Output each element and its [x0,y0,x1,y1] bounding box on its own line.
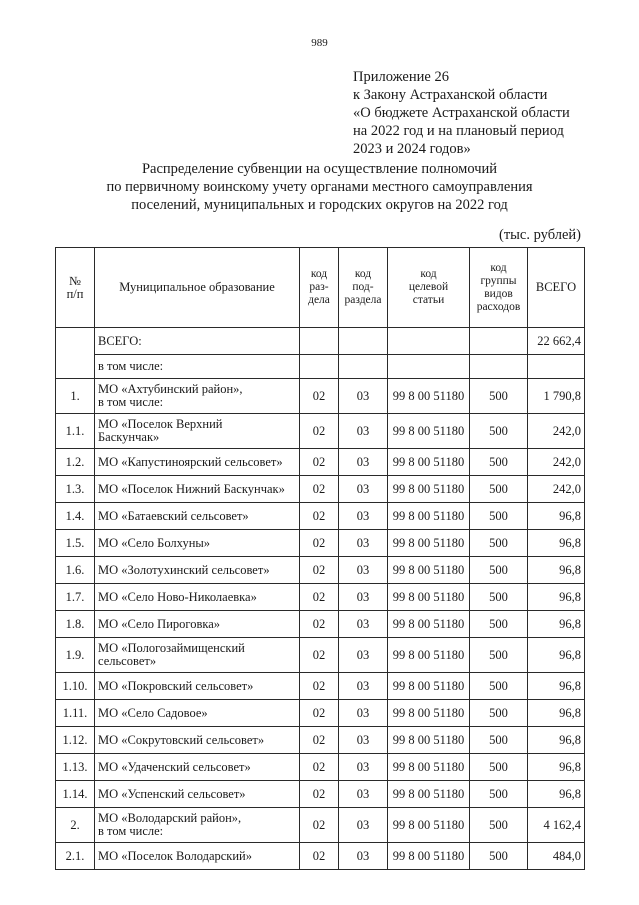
header-target: код целевой статьи [388,248,470,328]
table-cell-num: 1.12. [56,727,95,754]
total-value: 22 662,4 [528,328,585,355]
table-row [56,843,585,870]
table-cell-total: 242,0 [528,449,585,476]
appendix-line: Приложение 26 [353,69,449,85]
table-row [56,781,585,808]
table-cell-name: МО «Успенский сельсовет» [95,781,300,808]
table-cell-total: 96,8 [528,781,585,808]
table-cell-subsection: 03 [339,808,388,843]
table-cell-section: 02 [300,557,339,584]
table-cell-num: 2. [56,808,95,843]
table-cell-name: МО «Поселок Нижний Баскунчак» [95,476,300,503]
table-cell-expense: 500 [470,503,528,530]
table-cell-target: 99 8 00 51180 [388,781,470,808]
table-cell-expense: 500 [470,781,528,808]
subvention-table [55,247,585,870]
table-cell-num: 1.9. [56,638,95,673]
total-row [56,328,585,355]
table-cell-expense: 500 [470,700,528,727]
page-number: 989 [311,37,328,49]
table-cell-target: 99 8 00 51180 [388,638,470,673]
table-row [56,379,585,414]
table-cell-target: 99 8 00 51180 [388,808,470,843]
title-line: поселений, муниципальных и городских округов на 2022 год [131,197,508,213]
table-cell-section: 02 [300,611,339,638]
table-cell-expense: 500 [470,414,528,449]
table-cell-expense: 500 [470,449,528,476]
table-cell-target: 99 8 00 51180 [388,530,470,557]
table-cell-target: 99 8 00 51180 [388,673,470,700]
title-line: Распределение субвенции на осуществление полномочий [141,161,498,177]
table-cell-total: 96,8 [528,584,585,611]
table-cell-total: 96,8 [528,673,585,700]
table-cell-name: МО «Поселок Володарский» [95,843,300,870]
table-cell-subsection: 03 [339,611,388,638]
table-cell-expense: 500 [470,476,528,503]
table-cell-total: 96,8 [528,638,585,673]
table-cell-name: МО «Село Ново-Николаевка» [95,584,300,611]
table-cell-subsection: 03 [339,754,388,781]
table-cell-total: 242,0 [528,476,585,503]
table-cell-subsection: 03 [339,584,388,611]
table-cell-section: 02 [300,843,339,870]
table-header-row [56,248,585,328]
table-cell-target: 99 8 00 51180 [388,754,470,781]
table-cell-target: 99 8 00 51180 [388,584,470,611]
table-row [56,584,585,611]
table-cell-num [56,328,95,379]
table-cell-section: 02 [300,414,339,449]
table-cell-section: 02 [300,530,339,557]
title-line: по первичному воинскому учету органами местного самоуправления [106,179,533,195]
table-cell-target: 99 8 00 51180 [388,379,470,414]
total-label: ВСЕГО: [95,328,300,355]
table-cell-num: 1.5. [56,530,95,557]
table-cell-name: МО «Село Пироговка» [95,611,300,638]
table-cell-name: МО «Капустиноярский сельсовет» [95,449,300,476]
table-cell-total: 96,8 [528,700,585,727]
table-cell-name: МО «Батаевский сельсовет» [95,503,300,530]
header-expense: код группы видов расходов [470,248,528,328]
table-cell-subsection: 03 [339,781,388,808]
table-cell-section: 02 [300,503,339,530]
appendix-line: «О бюджете Астраханской области [353,105,570,121]
table-cell-subsection: 03 [339,727,388,754]
table-row [56,700,585,727]
appendix-line: к Закону Астраханской области [353,87,548,103]
table-row [56,808,585,843]
table-cell-total: 484,0 [528,843,585,870]
table-cell-target: 99 8 00 51180 [388,611,470,638]
table-cell-total: 96,8 [528,530,585,557]
table-cell-expense: 500 [470,754,528,781]
table-cell-section: 02 [300,584,339,611]
table-cell-section: 02 [300,808,339,843]
table-cell-name: МО «Село Садовое» [95,700,300,727]
table-cell-section: 02 [300,727,339,754]
document-title [0,160,639,214]
table-cell-num: 1.3. [56,476,95,503]
table-cell-total: 1 790,8 [528,379,585,414]
table-cell-target: 99 8 00 51180 [388,727,470,754]
table-cell-section: 02 [300,449,339,476]
table-cell-section: 02 [300,754,339,781]
appendix-line: на 2022 год и на плановый период [353,123,564,139]
table-cell-section: 02 [300,781,339,808]
table-cell-section: 02 [300,700,339,727]
table-cell-expense: 500 [470,530,528,557]
table-cell-target: 99 8 00 51180 [388,414,470,449]
table-row [56,414,585,449]
appendix-heading [353,68,570,158]
table-cell-subsection: 03 [339,638,388,673]
table-cell-name: МО «Покровский сельсовет» [95,673,300,700]
table-row [56,503,585,530]
table-cell-expense: 500 [470,557,528,584]
header-num: № п/п [56,248,95,328]
including-label: в том числе: [95,355,300,379]
table-cell-expense: 500 [470,584,528,611]
table-cell-total: 96,8 [528,557,585,584]
table-cell-target: 99 8 00 51180 [388,700,470,727]
table-cell-total: 242,0 [528,414,585,449]
table-cell-name: МО «Сокрутовский сельсовет» [95,727,300,754]
table-cell-target: 99 8 00 51180 [388,843,470,870]
table-cell-total: 96,8 [528,611,585,638]
header-total: ВСЕГО [528,248,585,328]
units-label: (тыс. рублей) [499,227,581,243]
table-row [56,673,585,700]
table-cell-expense: 500 [470,843,528,870]
table-cell-subsection: 03 [339,503,388,530]
table-cell-num: 1.4. [56,503,95,530]
table-cell-expense: 500 [470,673,528,700]
table-cell-name: МО «Удаченский сельсовет» [95,754,300,781]
table-cell-num: 1.6. [56,557,95,584]
table-cell-total: 96,8 [528,754,585,781]
table-cell-subsection: 03 [339,476,388,503]
table-cell-target: 99 8 00 51180 [388,557,470,584]
table-cell-num: 1.2. [56,449,95,476]
table-cell-target: 99 8 00 51180 [388,476,470,503]
table-cell-name: МО «Ахтубинский район», в том числе: [95,379,300,414]
table-cell-target: 99 8 00 51180 [388,449,470,476]
table-cell-subsection: 03 [339,414,388,449]
table-cell-num: 1.1. [56,414,95,449]
table-row [56,638,585,673]
table-cell-target: 99 8 00 51180 [388,503,470,530]
table-cell-num: 1.10. [56,673,95,700]
table-cell-num: 1.11. [56,700,95,727]
table-cell-subsection: 03 [339,557,388,584]
header-section: код раз- дела [300,248,339,328]
table-cell-total: 96,8 [528,727,585,754]
table-cell-num: 1.14. [56,781,95,808]
appendix-line: 2023 и 2024 годов» [353,141,471,157]
header-name: Муниципальное образование [95,248,300,328]
header-subsection: код под- раздела [339,248,388,328]
table-cell-expense: 500 [470,379,528,414]
table-row [56,530,585,557]
table-cell-name: МО «Пологозаймищенский сельсовет» [95,638,300,673]
table-cell-num: 1.13. [56,754,95,781]
table-cell-name: МО «Володарский район», в том числе: [95,808,300,843]
table-cell-section: 02 [300,476,339,503]
table-row [56,727,585,754]
table-cell-subsection: 03 [339,700,388,727]
table-cell-name: МО «Поселок Верхний Баскунчак» [95,414,300,449]
table-cell-expense: 500 [470,638,528,673]
table-cell-section: 02 [300,673,339,700]
table-cell-total: 4 162,4 [528,808,585,843]
table-cell-expense: 500 [470,727,528,754]
table-cell-num: 1.8. [56,611,95,638]
table-cell-num: 1. [56,379,95,414]
table-cell-subsection: 03 [339,673,388,700]
table-row [56,476,585,503]
table-cell-subsection: 03 [339,530,388,557]
table-cell-subsection: 03 [339,379,388,414]
table-cell-expense: 500 [470,808,528,843]
table-row [56,611,585,638]
table-cell-expense: 500 [470,611,528,638]
including-row [56,355,585,379]
table-cell-num: 2.1. [56,843,95,870]
table-cell-subsection: 03 [339,449,388,476]
table-cell-num: 1.7. [56,584,95,611]
table-cell-subsection: 03 [339,843,388,870]
table-row [56,449,585,476]
table-cell-name: МО «Село Болхуны» [95,530,300,557]
table-cell-name: МО «Золотухинский сельсовет» [95,557,300,584]
table-cell-section: 02 [300,379,339,414]
table-cell-total: 96,8 [528,503,585,530]
table-row [56,557,585,584]
table-cell-section: 02 [300,638,339,673]
table-row [56,754,585,781]
